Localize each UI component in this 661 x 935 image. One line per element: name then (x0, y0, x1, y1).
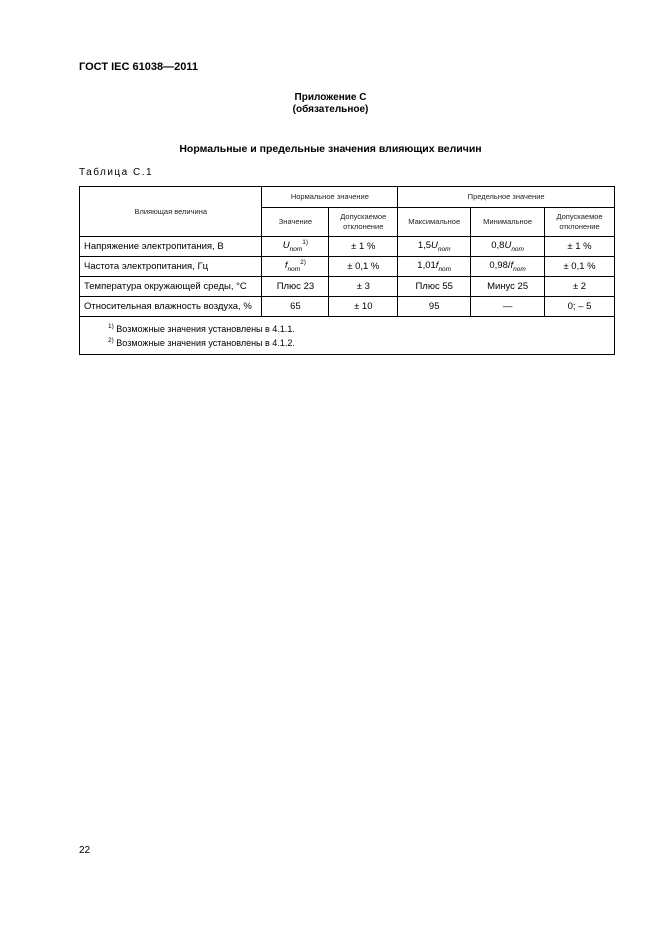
document-header: ГОСТ IEC 61038—2011 (79, 61, 198, 73)
subheader: Максимальное (398, 208, 471, 237)
footnote: $^{2)}$ Возможные значения установлены в 4.1.2. (108, 337, 295, 348)
table-caption: Таблица С.1 (79, 167, 154, 178)
subheader: Допускаемое отклонение (329, 208, 398, 237)
subheader: Допускаемое отклонение (545, 208, 615, 237)
table-row: Частота электропитания, Гц $f_{nom}^{2)}$ ± 0,1 % $1,01f_{nom}$ $0,98/f_{nom}$ ± 0,1 % (80, 257, 615, 277)
header-normal: Нормальное значение (262, 187, 398, 208)
table-row: Температура окружающей среды, °С Плюс 23 ± 3 Плюс 55 Минус 25 ± 2 (80, 277, 615, 297)
table-row: Относительная влажность воздуха, % 65 ± 10 95 — 0; – 5 (80, 297, 615, 317)
subheader: Значение (262, 208, 329, 237)
header-quantity: Влияющая величина (80, 187, 262, 237)
page-number: 22 (79, 845, 91, 856)
appendix-note: (обязательное) (292, 104, 369, 115)
section-title: Нормальные и предельные значения влияющих величин (179, 143, 482, 155)
table-footnotes (80, 317, 615, 355)
subheader: Минимальное (471, 208, 545, 237)
footnote: $^{1)}$ Возможные значения установлены в 4.1.1. (108, 323, 295, 334)
data-table (79, 186, 615, 355)
table-row: Напряжение электропитания, В $U_{nom}^{1)}$ ± 1 % $1,5U_{nom}$ $0,8U_{nom}$ ± 1 % (80, 237, 615, 257)
appendix-title: Приложение С (294, 92, 367, 103)
header-limit: Предельное значение (398, 187, 615, 208)
